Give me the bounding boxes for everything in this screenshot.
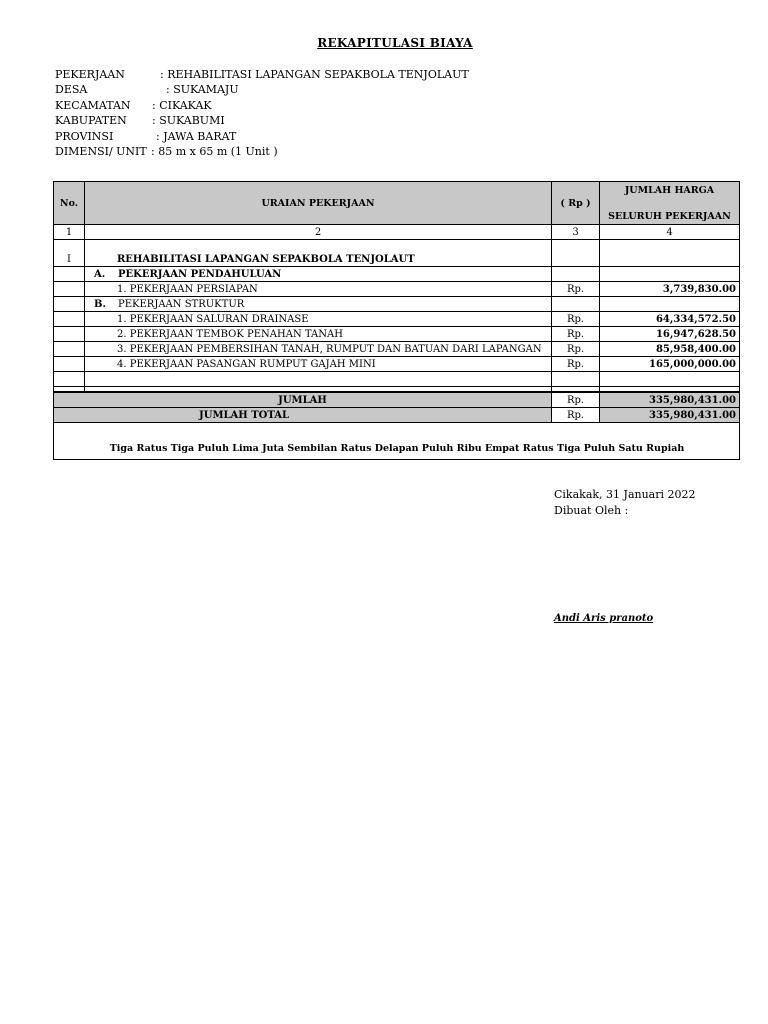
item-name: 1. PEKERJAAN SALURAN DRAINASE (85, 312, 552, 327)
signer-name: Andi Aris pranoto (554, 613, 654, 624)
header-no: No. (54, 182, 85, 225)
group-row-b (54, 297, 740, 312)
item-currency: Rp. (552, 342, 600, 357)
header-uraian: URAIAN PEKERJAAN (85, 182, 552, 225)
empty-cell (54, 312, 85, 327)
jumlah-currency: Rp. (552, 392, 600, 408)
section-row (54, 240, 740, 267)
item-amount: 85,958,400.00 (600, 342, 740, 357)
group-row-a (54, 267, 740, 282)
jumlah-row (54, 392, 740, 408)
item-amount: 64,334,572.50 (600, 312, 740, 327)
empty-row (54, 372, 740, 387)
info-label: KECAMATAN (55, 98, 131, 112)
empty-cell (54, 357, 85, 372)
item-amount: 165,000,000.00 (600, 357, 740, 372)
section-no: I (54, 240, 85, 267)
header-jumlah-line1: JUMLAH HARGA (624, 184, 715, 196)
cost-recap-table (53, 181, 740, 460)
empty-cell (54, 372, 85, 387)
info-value: : SUKAMAJU (166, 83, 239, 97)
info-label: DESA (55, 83, 88, 97)
jumlah-total-label: JUMLAH TOTAL (54, 408, 552, 423)
jumlah-total-row (54, 408, 740, 423)
empty-cell (552, 267, 600, 282)
item-currency: Rp. (552, 282, 600, 297)
empty-cell (600, 372, 740, 387)
group-name: PEKERJAAN STRUKTUR (118, 298, 245, 310)
item-amount: 16,947,628.50 (600, 327, 740, 342)
info-value: : SUKABUMI (152, 114, 225, 128)
group-name: PEKERJAAN PENDAHULUAN (118, 268, 282, 280)
info-label: PEKERJAAN (55, 68, 125, 81)
col-number: 1 (54, 225, 85, 240)
header-jumlah-line2: SELURUH PEKERJAAN (608, 210, 731, 222)
empty-cell (552, 297, 600, 312)
info-label: KABUPATEN (55, 114, 127, 128)
jumlah-label: JUMLAH (54, 392, 552, 408)
group-title (85, 297, 552, 312)
table-row (54, 342, 740, 357)
empty-cell (54, 342, 85, 357)
info-value: : CIKAKAK (152, 98, 212, 112)
item-currency: Rp. (552, 312, 600, 327)
item-amount: 3,739,830.00 (600, 282, 740, 297)
header-rp: ( Rp ) (552, 182, 600, 225)
col-number: 4 (600, 225, 740, 240)
group-label: A. (94, 268, 106, 280)
column-number-row (54, 225, 740, 240)
col-number: 3 (552, 225, 600, 240)
table-header-row (54, 182, 740, 225)
group-label: B. (94, 298, 106, 310)
jumlah-amount: 335,980,431.00 (600, 392, 740, 408)
section-title: REHABILITASI LAPANGAN SEPAKBOLA TENJOLAUT (85, 240, 552, 267)
col-number: 2 (85, 225, 552, 240)
item-currency: Rp. (552, 327, 600, 342)
empty-cell (54, 327, 85, 342)
table-row (54, 357, 740, 372)
jumlah-total-currency: Rp. (552, 408, 600, 423)
info-value: : REHABILITASI LAPANGAN SEPAKBOLA TENJOLAUT (160, 68, 469, 81)
info-label: DIMENSI/ UNIT (55, 144, 147, 158)
made-by-label: Dibuat Oleh : (554, 504, 629, 517)
amount-in-words: Tiga Ratus Tiga Puluh Lima Juta Sembilan Ratus Delapan Puluh Ribu Empat Ratus Tiga Puluh Satu Rupiah (109, 443, 685, 454)
group-title (85, 267, 552, 282)
document-title: REKAPITULASI BIAYA (317, 36, 473, 50)
item-name: 1. PEKERJAAN PERSIAPAN (85, 282, 552, 297)
empty-cell (552, 372, 600, 387)
empty-cell (54, 267, 85, 282)
item-currency: Rp. (552, 357, 600, 372)
empty-cell (600, 297, 740, 312)
empty-cell (600, 267, 740, 282)
table-row (54, 312, 740, 327)
empty-cell (54, 282, 85, 297)
table-row (54, 282, 740, 297)
item-name: 3. PEKERJAAN PEMBERSIHAN TANAH, RUMPUT DAN BATUAN DARI LAPANGAN (85, 342, 552, 357)
item-name: 2. PEKERJAAN TEMBOK PENAHAN TANAH (85, 327, 552, 342)
empty-cell (85, 372, 552, 387)
table-row (54, 327, 740, 342)
empty-cell (54, 297, 85, 312)
item-name: 4. PEKERJAAN PASANGAN RUMPUT GAJAH MINI (85, 357, 552, 372)
empty-cell (552, 240, 600, 267)
place-date: Cikakak, 31 Januari 2022 (554, 488, 696, 501)
jumlah-total-amount: 335,980,431.00 (600, 408, 740, 423)
info-value: : 85 m x 65 m (1 Unit ) (151, 144, 278, 158)
header-jumlah-harga (600, 182, 740, 225)
info-label: PROVINSI (55, 129, 114, 143)
info-value: : JAWA BARAT (156, 129, 237, 143)
empty-cell (600, 240, 740, 267)
